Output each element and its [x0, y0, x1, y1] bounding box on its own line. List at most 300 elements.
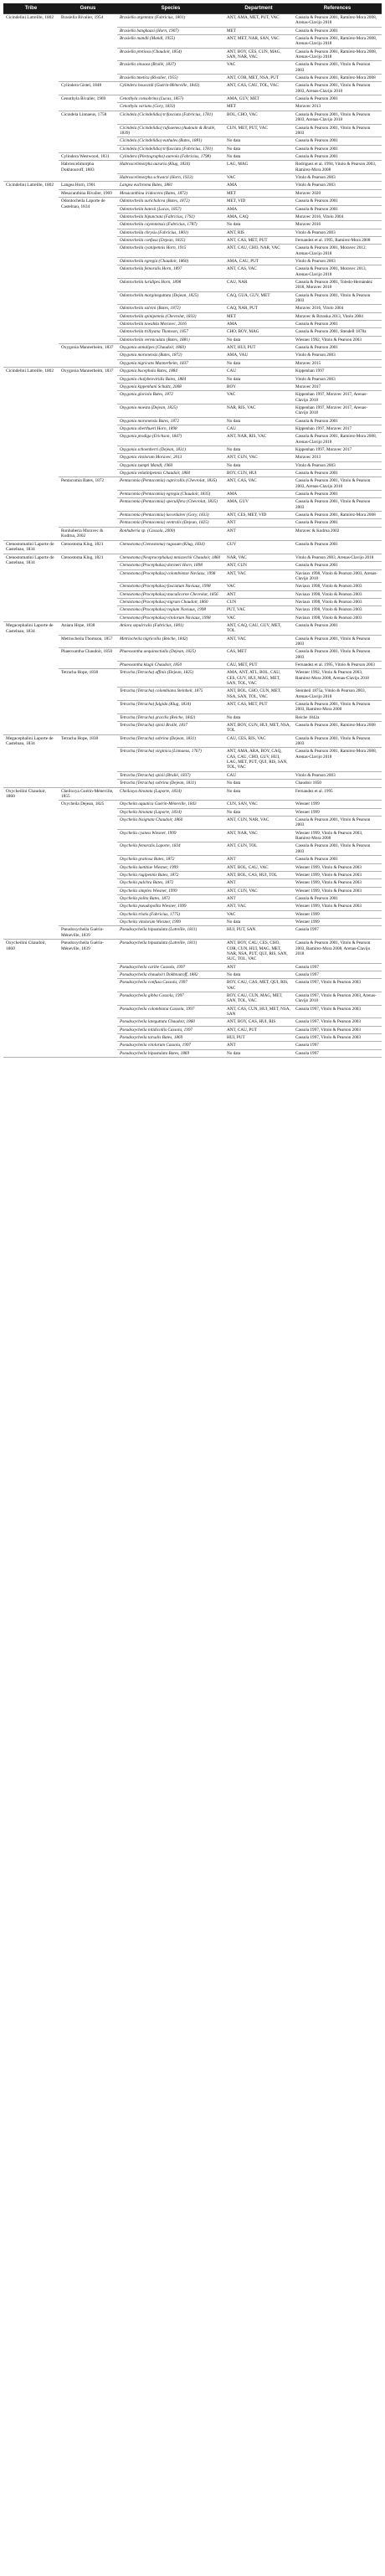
species-cell: Pseudoxycheila bipustulata (Latreille, 1811)	[117, 926, 224, 940]
references-cell: Cassola & Pearson 2001, Moravec 2013, Arenas-Clavijo 2018	[293, 265, 382, 279]
species-cell: Oxygonia vitolorum Moravec, 2013	[117, 454, 224, 461]
department-cell: ANT	[224, 894, 293, 902]
tribe-cell: Megacephalini Laporte de Castelnau, 1834	[3, 621, 59, 734]
species-cell: Oxycheila polita Bates, 1872	[117, 894, 224, 902]
department-cell: BOY	[224, 383, 293, 390]
species-cell: Oxycheila aquatica Guérin-Méneville, 1843	[117, 801, 224, 808]
species-cell: Pentacomia (Pentacomia) ventralis (Dejean, 1825)	[117, 519, 224, 527]
genus-cell: Cicindela Linnaeus, 1758	[59, 111, 117, 152]
tribe-cell: Ctenostomatini Laporte de Castelnau, 1834	[3, 554, 59, 621]
genus-cell: Pentacomia Bates, 1872	[59, 477, 117, 527]
species-cell: Cenothyla consobrina (Lucas, 1857)	[117, 95, 224, 103]
references-cell: Cassola & Pearson 2001, Ramírez-Mora 2008, Arenas-Clavijo 2018	[293, 433, 382, 446]
references-cell: Moravec 2016, Vitolo 2004	[293, 213, 382, 220]
references-cell: Cassola 1997	[293, 1049, 382, 1057]
references-cell: Vitolo & Pearson 2003	[293, 182, 382, 189]
department-cell: ANT, CAU, PUT	[224, 1026, 293, 1033]
references-cell: Cassola & Pearson 2001	[293, 27, 382, 34]
species-cell: Oxygonia gloriola Bates, 1872	[117, 391, 224, 404]
genus-cell: Oxygonia Mannerheim, 1837	[59, 368, 117, 477]
references-cell: Cassola 1997, Vitolo & Pearson 2003	[293, 1018, 382, 1026]
department-cell: AMA	[224, 491, 293, 498]
references-cell: Cassola & Pearson 2001, Stendell 1878a	[293, 328, 382, 336]
header-department: Department	[224, 3, 293, 14]
references-cell: Cassola 1997	[293, 963, 382, 971]
table-row	[3, 182, 382, 189]
species-cell: Odontocheila femoralis Horn, 1897	[117, 265, 224, 279]
genus-cell: Odontocheila Laporte de Castelnau, 1834	[59, 198, 117, 344]
references-cell: Cassola & Pearson 2001	[293, 95, 382, 103]
department-cell: CAU	[224, 425, 293, 432]
species-cell: Ctenostoma (Procephalus) regium Naviaux, 1998	[117, 606, 224, 614]
species-cell: Tetracha (Tetracha) gracilis (Reiche, 1842)	[117, 714, 224, 721]
references-cell: Cassola & Pearson 2001, Vitolo & Pearson 2003	[293, 817, 382, 830]
references-cell: Cassola & Pearson 2001, Vitolo & Pearson 2003	[293, 498, 382, 512]
species-cell: Odontocheila cayennensis (Fabricius, 1787)	[117, 221, 224, 229]
species-cell: Pseudoxycheila nitidicollis Cassola, 1997	[117, 1026, 224, 1033]
species-cell: Ctenostoma (Ctenostoma) rugosum (Klug, 1834)	[117, 540, 224, 554]
species-cell: Oxycheila laetitiae Wiesner, 1999	[117, 863, 224, 871]
references-cell: Rodriguez et al. 1994, Vitolo & Pearson 2003, Ramírez-Mora 2008	[293, 161, 382, 174]
species-cell: Odontocheila luridipes Horn, 1898	[117, 279, 224, 292]
department-cell: CUN, SAN, VAC	[224, 801, 293, 808]
references-cell: Cassola & Pearson 2001, Ramírez-Mora 2008, Arenas-Clavijo 2018	[293, 35, 382, 49]
species-cell: Pseudoxycheila vitolorum Cassola, 1997	[117, 1042, 224, 1049]
references-cell: Cassola & Pearson 2001, Vitolo & Pearson 2003	[293, 291, 382, 305]
table-row	[3, 621, 382, 635]
department-cell: ANT, AMA, MET, PUT, VAC	[224, 14, 293, 28]
department-cell: ANT, VAC	[224, 635, 293, 648]
references-cell: Moravec 2020	[293, 189, 382, 197]
species-cell: Cheiloxya binotata (Laporte, 1834)	[117, 787, 224, 801]
species-cell: Oxycheila binotata (Laporte, 1834)	[117, 808, 224, 816]
department-cell: ANT, CAS, VAC	[224, 265, 293, 279]
department-cell: ANT, HUI, PUT	[224, 344, 293, 352]
species-table	[3, 3, 382, 1058]
species-cell: Oxycheila rugipennis Bates, 1872	[117, 871, 224, 878]
table-row	[3, 198, 382, 205]
references-cell: Cassola & Pearson 2001, Vitolo & Pearson 2003, Ramírez-Mora 2008	[293, 701, 382, 714]
species-cell: Tetracha (Tetracha) spixii Brullé, 1837	[117, 722, 224, 735]
references-cell: Cassola & Pearson 2001, Vitolo & Pearson 2003, Arenas-Clavijo 2018	[293, 477, 382, 491]
references-cell: Kippenhan 1997, Moravec 2017	[293, 425, 382, 432]
references-cell: Moravec 2015	[293, 359, 382, 367]
department-cell: ANT	[224, 1042, 293, 1049]
department-cell: ANT, CAQ, CAU, GUV, MET, TOL	[224, 621, 293, 635]
references-cell: Cassola & Pearson 2001	[293, 519, 382, 527]
tribe-cell: Oxycheilini Chaudoir, 1860	[3, 940, 59, 1058]
department-cell: MET	[224, 27, 293, 34]
references-cell: Wiesner 1999	[293, 808, 382, 816]
species-cell: Ctenostoma (Procephalus) dormeri Horn, 1898	[117, 562, 224, 569]
references-cell: Wiesner 1999	[293, 910, 382, 918]
species-cell: Tetracha (Tetracha) spixii (Brullé, 1837)	[117, 771, 224, 779]
references-cell: Cassola 1997, Vitolo & Pearson 2003	[293, 979, 382, 992]
department-cell: NAR, RIS, VAC	[224, 404, 293, 417]
department-cell: ANT, CUN, VAC	[224, 887, 293, 894]
species-cell: Pentacomia (Pentacomia) lacordairei (Gory, 1833)	[117, 512, 224, 519]
table-row	[3, 152, 382, 160]
department-cell: CAU, MET, PUT	[224, 661, 293, 668]
references-cell: Naviaux 1998, Vitolo & Pearson 2003	[293, 598, 382, 605]
department-cell: ANT	[224, 963, 293, 971]
species-cell: Oxygonia bucephala Bates, 1884	[117, 368, 224, 375]
references-cell: Cassola 1997	[293, 1042, 382, 1049]
tribe-cell: Ctenostomatini Laporte de Castelnau, 1834	[3, 540, 59, 554]
department-cell: AMA	[224, 182, 293, 189]
department-cell: No data	[224, 714, 293, 721]
references-cell: Cassola & Pearson 2001, Vitolo & Pearson 2003	[293, 842, 382, 856]
department-cell: AMA, CAU, PUT	[224, 258, 293, 265]
department-cell: CAU	[224, 368, 293, 375]
department-cell: ANT, BOL, CAS, HUI, TOL	[224, 871, 293, 878]
table-row	[3, 787, 382, 801]
species-cell: Ctenostoma (Procephalus) nigrum Chaudoir, 1860	[117, 598, 224, 605]
species-cell: Odontocheila egregia (Chaudoir, 1860)	[117, 258, 224, 265]
department-cell: ANT, AMA, ARA, BOY, CAQ, CAS, CAU, CHO, GUV, HUI, LAG, MET, PUT, QUI, RIS, SAN, TOL, VAC	[224, 748, 293, 771]
species-cell: Oxygonia annulipes (Chaudoir, 1860)	[117, 344, 224, 352]
species-cell: Tetracha (Tetracha) virginica (Linnaeus, 1767)	[117, 748, 224, 771]
department-cell: CAQ, GUA, GUV, MET	[224, 291, 293, 305]
species-cell: Oxygonia moronensis (Bates, 1872)	[117, 352, 224, 359]
table-row	[3, 734, 382, 748]
department-cell: VAC	[224, 910, 293, 918]
references-cell: Cassola & Pearson 2001, Vitolo & Pearson 2003	[293, 734, 382, 748]
department-cell: ANT, COR, MET, NSA, PUT	[224, 75, 293, 82]
references-cell: Cassola & Pearson 2001	[293, 540, 382, 554]
references-cell: Cassola & Pearson 2001, Ramírez-Mora 2008, Arenas-Clavijo 2018	[293, 14, 382, 28]
references-cell: Moravec & Brzoska 2013, Vitolo 2004	[293, 312, 382, 320]
department-cell: ANT, CAS, CUN, HUI, MET, NSA, SAN	[224, 1005, 293, 1018]
table-row	[3, 940, 382, 963]
references-cell: Cassola 1997, Vitolo & Pearson 2003	[293, 1033, 382, 1041]
tribe-cell: Oxycheilini Chaudoir, 1860	[3, 787, 59, 940]
species-cell: Phaeoxantha aequinoctialis (Dejean, 1825)	[117, 648, 224, 662]
department-cell: BOY, CAU, CAS, MET, QUI, RIS, VAC	[224, 979, 293, 992]
species-cell: Odontocheila chrysis (Fabricius, 1801)	[117, 229, 224, 236]
species-cell: Oxygonia nigricans Mannerheim, 1837	[117, 359, 224, 367]
species-cell: Odontocheila bipunctata (Fabricius, 1792)	[117, 213, 224, 220]
species-cell: Oxygonia prodiga (Erichson, 1847)	[117, 433, 224, 446]
table-row	[3, 635, 382, 648]
references-cell: Moravec 2016	[293, 221, 382, 229]
department-cell: ANT, MET, NAR, SAN, VAC	[224, 35, 293, 49]
species-cell: Aniara sepulcralis (Fabricius, 1801)	[117, 621, 224, 635]
table-row	[3, 648, 382, 662]
references-cell: Fernandez et al. 1995, Ramírez-Mora 2008	[293, 236, 382, 244]
species-cell: Pseudoxycheila bipustulata Bates, 1869	[117, 1049, 224, 1057]
references-cell: Cassola & Pearson 2001, Toledo-Hernández 2018, Moravec 2018	[293, 279, 382, 292]
references-cell: Cassola & Pearson 2001, Vitolo & Pearson 2003, Arenas-Clavijo 2018	[293, 82, 382, 95]
species-cell: Brasiella mandli (Mandl, 1955)	[117, 35, 224, 49]
department-cell: CAS, MET	[224, 648, 293, 662]
department-cell: AMA	[224, 321, 293, 328]
table-row	[3, 554, 382, 561]
references-cell: Vitolo & Pearson 2003	[293, 375, 382, 383]
department-cell: CAU	[224, 771, 293, 779]
references-cell: Cassola & Pearson 2001	[293, 321, 382, 328]
references-cell: Cassola & Pearson 2001	[293, 145, 382, 152]
department-cell: ANT	[224, 856, 293, 863]
species-cell: Ctenostoma (Procephalus) fasciatum Naviaux, 1998	[117, 583, 224, 590]
species-cell: Oxycheila tristis (Fabricius, 1775)	[117, 910, 224, 918]
species-cell: Oxygonia chalybeoviridis Bates, 1884	[117, 375, 224, 383]
references-cell: Moravec 2013	[293, 454, 382, 461]
department-cell: MET	[224, 312, 293, 320]
references-cell: Vitolo & Pearson 2003	[293, 461, 382, 469]
references-cell: Cassola & Pearson 2001	[293, 137, 382, 145]
species-cell: Odontocheila confusa (Dejean, 1825)	[117, 236, 224, 244]
department-cell: No data	[224, 221, 293, 229]
references-cell: Vitolo & Pearson 2003, Arenas-Clavijo 2018	[293, 554, 382, 561]
table-row	[3, 111, 382, 124]
genus-cell: Aniara Hope, 1838	[59, 621, 117, 635]
department-cell: MET	[224, 103, 293, 111]
references-cell: Reiche 1842a	[293, 714, 382, 721]
species-cell: Odontocheila trilbyana Thomson, 1857	[117, 328, 224, 336]
department-cell: ANT	[224, 527, 293, 540]
department-cell: AMA, CAQ	[224, 213, 293, 220]
references-cell: Wiesner 1999, Vitolo & Pearson 2003	[293, 863, 382, 871]
department-cell: MET, VID	[224, 198, 293, 205]
references-cell: Moravec 2013	[293, 103, 382, 111]
department-cell: ANT, NAR, RIS, VAC	[224, 433, 293, 446]
references-cell: Naviaux 1998, Vitolo & Pearson 2003	[293, 590, 382, 598]
department-cell: ANT	[224, 879, 293, 887]
references-cell: Wiesner 1992, Vitolo & Pearson 2003	[293, 336, 382, 343]
species-cell: Oxycheila cyanea Wiesner, 1999	[117, 829, 224, 842]
species-cell: Cylindera (Plectographa) aureola (Fabricius, 1798)	[117, 152, 224, 160]
species-cell: Brasiella sinuosa (Brullé, 1837)	[117, 61, 224, 75]
department-cell: CUN, MET, PUT, VAC	[224, 124, 293, 137]
species-cell: Pentacomia (Pentacomia) speculifera (Chevrolat, 1835)	[117, 498, 224, 512]
table-row	[3, 344, 382, 352]
species-cell: Oxygonia schoenherri (Dejean, 1831)	[117, 446, 224, 453]
species-cell: Brasiella banghaasi (Horn, 1907)	[117, 27, 224, 34]
table-row	[3, 82, 382, 95]
references-cell: Naviaux 1998, Vitolo & Pearson 2003, Arenas-Clavijo 2018	[293, 569, 382, 583]
references-cell: Cassola & Pearson 2001	[293, 469, 382, 477]
table-row	[3, 161, 382, 174]
references-cell: Wiesner 1999, Vitolo & Pearson 2003	[293, 903, 382, 910]
department-cell: ANT, CUN, NAR, VAC	[224, 817, 293, 830]
genus-cell: Ctenostoma Klug, 1821	[59, 540, 117, 554]
department-cell: HUI, PUT	[224, 1033, 293, 1041]
genus-cell: Brasiella Rivalier, 1954	[59, 14, 117, 82]
references-cell: Wiesner 1999, Vitolo & Pearson 2003	[293, 887, 382, 894]
genus-cell: Habroscelimorpha Dokhtouroff, 1883	[59, 161, 117, 182]
department-cell: GUV	[224, 540, 293, 554]
references-cell: Kippenhan 1997, Moravec 2017	[293, 446, 382, 453]
table-row	[3, 926, 382, 940]
department-cell: AMA, VAU	[224, 352, 293, 359]
references-cell: Naviaux 1998, Vitolo & Pearson 2003	[293, 606, 382, 614]
header-species: Species	[117, 3, 224, 14]
references-cell: Cassola 1997, Vitolo & Pearson 2003	[293, 1026, 382, 1033]
department-cell: ANT, VAC	[224, 569, 293, 583]
species-cell: Brasiella pretiosa (Chaudoir, 1854)	[117, 48, 224, 61]
species-cell: Ronhuberia sp. (Cassola, 2000)	[117, 527, 224, 540]
references-cell: Wiesner 1999, Vitolo & Pearson 2003, Ramírez-Mora 2008	[293, 829, 382, 842]
species-cell: Pseudoxycheila chaudoiri Dokhtouroff, 1882	[117, 971, 224, 978]
department-cell: No data	[224, 461, 293, 469]
references-cell: Cassola & Pearson 2001	[293, 198, 382, 205]
references-cell: Steinheil 1875a, Vitolo & Pearson 2003, Arenas-Clavijo 2018	[293, 688, 382, 701]
species-cell: Habroscelimorpha schwarzi (Horn, 1923)	[117, 174, 224, 182]
species-cell: Odontocheila batesii (Lucas, 1857)	[117, 205, 224, 213]
references-cell: Cassola & Pearson 2001	[293, 205, 382, 213]
species-cell: Tetracha (Tetracha) colombiana Steinheil, 1875	[117, 688, 224, 701]
species-cell: Odontocheila vermiculata (Bates, 1881)	[117, 336, 224, 343]
table-row	[3, 669, 382, 688]
species-cell: Ctenostoma (Procephalus) colombiense Naviaux, 1998	[117, 569, 224, 583]
species-cell: Pseudoxycheila caribe Cassola, 1997	[117, 963, 224, 971]
table-row	[3, 368, 382, 375]
department-cell: No data	[224, 808, 293, 816]
department-cell: ANT	[224, 590, 293, 598]
genus-cell: Ctenostoma Klug, 1821	[59, 554, 117, 621]
department-cell: ANT, CAS, VAC	[224, 477, 293, 491]
species-cell: Brasiella argentata (Fabricius, 1801)	[117, 14, 224, 28]
species-cell: Tetracha (Tetracha) sobrina (Dejean, 1831)	[117, 780, 224, 787]
species-cell: Odontocheila tawahka Moravec, 2016	[117, 321, 224, 328]
species-cell: Odontocheila margineguttata (Dejean, 1825)	[117, 291, 224, 305]
department-cell: ANT, CAU, CHO, NAR, VAC	[224, 245, 293, 258]
species-cell: Oxygonia moronensis Bates, 1872	[117, 417, 224, 425]
references-cell: Kippenhan 1997	[293, 368, 382, 375]
department-cell: No data	[224, 971, 293, 978]
species-cell: Oxycheila pulchra Bates, 1872	[117, 879, 224, 887]
table-row	[3, 14, 382, 28]
references-cell: Moravec 2017	[293, 383, 382, 390]
species-cell: Tetracha (Tetracha) affinis (Dejean, 1825)	[117, 669, 224, 688]
references-cell: Cassola & Pearson 2001, Ramírez-Mora 2008	[293, 722, 382, 735]
species-cell: Pseudoxycheila tarsalis Bates, 1869	[117, 1033, 224, 1041]
department-cell: ANT, NAR, VAC	[224, 829, 293, 842]
species-cell: Cylindera boucardi (Guérin-Méneville, 1843)	[117, 82, 224, 95]
species-cell: Oxygonia kippenhani Schultz, 2008	[117, 383, 224, 390]
table-header-row	[3, 3, 382, 14]
department-cell: AMA, ANT, ATL, BOL, CAU, CES, GUV, HUI, MAG, MET, SAN, TOL, VAC	[224, 669, 293, 688]
department-cell: ANT, VAC	[224, 903, 293, 910]
species-cell: Habroscelimorpha auraria (Klug, 1834)	[117, 161, 224, 174]
references-cell: Wiesner 1999	[293, 801, 382, 808]
table-row	[3, 527, 382, 540]
species-cell: Cicindela (Cicindelidia) euthales (Bates, 1881)	[117, 137, 224, 145]
references-cell: Cassola & Pearson 2001, Vitolo & Pearson 2003, Arenas-Clavijo 2018	[293, 111, 382, 124]
references-cell: Cassola & Pearson 2001	[293, 621, 382, 635]
table-row	[3, 477, 382, 491]
tribe-cell: Megacephalini Laporte de Castelnau, 1834	[3, 734, 59, 787]
department-cell: No data	[224, 145, 293, 152]
department-cell: BOL, CHO, VAC	[224, 111, 293, 124]
genus-cell: Pseudoxycheila Guérin-Méneville, 1839	[59, 926, 117, 940]
references-cell: Kippenhan 1997, Moravec 2017, Arenas-Clavijo 2018	[293, 391, 382, 404]
species-cell: Cicindela (Cicindelidia) trifasciata (Fabricius, 1781)	[117, 145, 224, 152]
department-cell: No data	[224, 137, 293, 145]
genus-cell: Langea Horn, 1901	[59, 182, 117, 189]
references-cell: Cassola & Pearson 2001, Ramírez-Mora 2008	[293, 75, 382, 82]
species-cell: Oxycheila simplex Wiesner, 1999	[117, 887, 224, 894]
species-cell: Oxygonia oberthueri Horn, 1898	[117, 425, 224, 432]
department-cell: CUN	[224, 598, 293, 605]
references-cell: Vitolo & Pearson 2003	[293, 258, 382, 265]
species-cell: Cenothyla varians (Gory, 1833)	[117, 103, 224, 111]
references-cell: Cassola & Pearson 2001	[293, 152, 382, 160]
department-cell: ANT, CAS, MET, PUT	[224, 701, 293, 714]
species-cell: Oxycheila bisignata Chaudoir, 1860	[117, 817, 224, 830]
species-cell: Mesacanthina iridescens (Bates, 1872)	[117, 189, 224, 197]
department-cell: ANT, BOY, CAS, HUI, RIS	[224, 1018, 293, 1026]
references-cell: Naviaux 1998, Vitolo & Pearson 2003	[293, 583, 382, 590]
species-cell: Pseudoxycheila gibba Cassola, 1997	[117, 992, 224, 1005]
species-cell: Odontocheila aurichalcea (Bates, 1872)	[117, 198, 224, 205]
department-cell: VAC	[224, 391, 293, 404]
species-cell: Odontocheila cyanipennis Horn, 1915	[117, 245, 224, 258]
species-cell: Ctenostoma (Procephalus) vitolorum Naviaux, 1998	[117, 614, 224, 621]
references-cell: Cassola & Pearson 2001, Ramírez-Mora 2008	[293, 512, 382, 519]
department-cell: VAC	[224, 61, 293, 75]
department-cell: ANT	[224, 519, 293, 527]
references-cell: Vitolo & Pearson 2003	[293, 771, 382, 779]
department-cell: No data	[224, 152, 293, 160]
references-cell: Wiesner 1992, Vitolo & Pearson 2003, Ramírez-Mora 2008, Arenas-Clavijo 2018	[293, 669, 382, 688]
department-cell: NAR, VAC	[224, 554, 293, 561]
table-row	[3, 540, 382, 554]
department-cell: No data	[224, 417, 293, 425]
references-cell: Cassola & Pearson 2001	[293, 491, 382, 498]
species-cell: Phaeoxantha klugii Chaudoir, 1850	[117, 661, 224, 668]
species-cell: Oxygonia velutinipennis Chaudoir, 1860	[117, 469, 224, 477]
table-body	[3, 14, 382, 1058]
header-references: References	[293, 3, 382, 14]
species-cell: Pentacomia (Pentacomia) cupricollis (Chevrolat, 1835)	[117, 477, 224, 491]
department-cell: ANT, CUN, TOL	[224, 842, 293, 856]
department-cell: No data	[224, 780, 293, 787]
department-cell: HUI, PUT, SAN	[224, 926, 293, 940]
species-cell: Cicindela (Cicindelidia) rufoaenea (Audouin & Brullé, 1839)	[117, 124, 224, 137]
species-cell: Oxycheila vitolorum Wiesner, 1999	[117, 918, 224, 925]
genus-cell: Cylindera Gistel, 1848	[59, 82, 117, 95]
species-cell: Oxycheila femoralis Laporte, 1834	[117, 842, 224, 856]
department-cell: VAC	[224, 614, 293, 621]
references-cell: Cassola & Pearson 2001	[293, 562, 382, 569]
references-cell: Vitolo & Pearson 2003	[293, 229, 382, 236]
genus-cell: Ronhuberia Moravec & Kudrna, 2002	[59, 527, 117, 540]
department-cell: No data	[224, 359, 293, 367]
department-cell: LAG, MAG	[224, 161, 293, 174]
header-tribe: Tribe	[3, 3, 59, 14]
genus-cell: Oxygonia Mannerheim, 1837	[59, 344, 117, 368]
genus-cell: Tetracha Hope, 1838	[59, 734, 117, 787]
department-cell: ANT, CUN, VAC	[224, 454, 293, 461]
species-cell: Pseudoxycheila colombiana Cassola, 1997	[117, 1005, 224, 1018]
department-cell: VAC	[224, 583, 293, 590]
references-cell: Moravec & Kudrna 2002	[293, 527, 382, 540]
references-cell: Cassola & Pearson 2001	[293, 856, 382, 863]
references-cell: Cassola 1997, Vitolo & Pearson 2003, Arenas-Clavijo 2018	[293, 992, 382, 1005]
department-cell: ANT, CES, MET, VID	[224, 512, 293, 519]
table-row	[3, 189, 382, 197]
references-cell: Wiesner 1999, Vitolo & Pearson 2003	[293, 871, 382, 878]
references-cell: Cassola & Pearson 2001	[293, 344, 382, 352]
species-cell: Oxycheila pseudopolita Wiesner, 1999	[117, 903, 224, 910]
species-cell: Langea euchroma Bates, 1881	[117, 182, 224, 189]
species-cell: Oxygonia zumpti Mandl, 1960	[117, 461, 224, 469]
references-cell: Vitolo & Pearson 2003	[293, 174, 382, 182]
department-cell: ANT, CUN	[224, 562, 293, 569]
species-cell: Ctenostoma (Procephalus) maculicorne Chevrolat, 1856	[117, 590, 224, 598]
